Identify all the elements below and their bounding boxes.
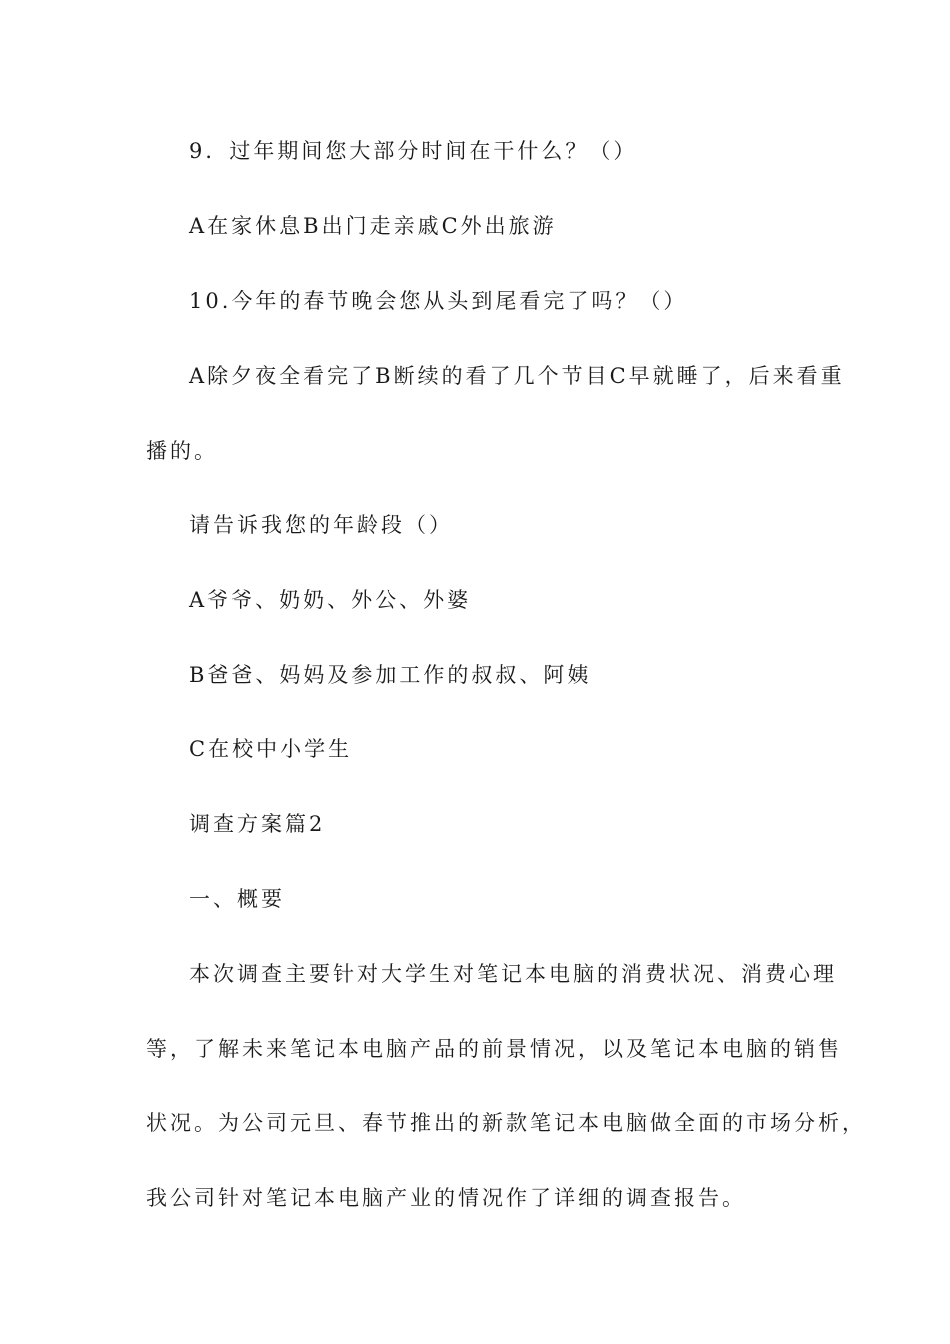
age-question: 请告诉我您的年龄段（） — [189, 513, 453, 537]
age-option-c: C在校中小学生 — [189, 737, 353, 761]
paragraph-line-4: 我公司针对笔记本电脑产业的情况作了详细的调查报告。 — [146, 1186, 746, 1210]
question-10-options: A除夕夜全看完了B断续的看了几个节目C早就睡了，后来看重 — [189, 364, 845, 388]
question-9-options: A在家休息B出门走亲戚C外出旅游 — [189, 214, 557, 238]
question-10-options-continued: 播的。 — [146, 439, 218, 463]
age-option-b: B爸爸、妈妈及参加工作的叔叔、阿姨 — [189, 663, 592, 687]
paragraph-line-2: 等，了解未来笔记本电脑产品的前景情况，以及笔记本电脑的销售 — [146, 1037, 842, 1061]
paragraph-line-3: 状况。为公司元旦、春节推出的新款笔记本电脑做全面的市场分析， — [146, 1111, 866, 1135]
paragraph-line-1: 本次调查主要针对大学生对笔记本电脑的消费状况、消费心理 — [189, 962, 837, 986]
question-9: 9．过年期间您大部分时间在干什么？（） — [189, 139, 638, 163]
age-option-a: A爷爷、奶奶、外公、外婆 — [189, 588, 472, 612]
subsection-heading: 一、概要 — [189, 887, 285, 911]
section-heading: 调查方案篇2 — [189, 812, 326, 836]
question-10: 10.今年的春节晚会您从头到尾看完了吗？（） — [189, 289, 688, 313]
